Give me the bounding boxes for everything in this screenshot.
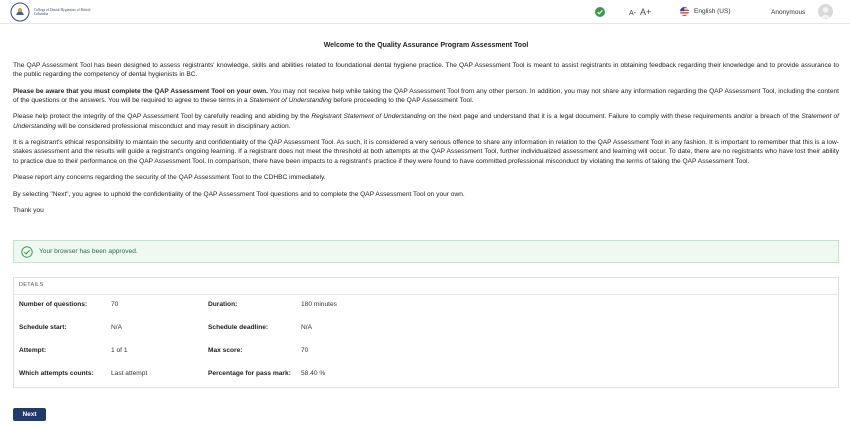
user-avatar-icon [818,4,833,19]
next-button[interactable]: Next [13,408,46,421]
own-work-paragraph [13,87,839,106]
details-label: Schedule deadline: [208,324,269,331]
details-value: N/A [111,324,122,331]
own-work-notice: Please be aware that you must complete the QAP Assessment Tool on your own. [13,87,268,95]
own-work-text-end: before proceeding to the QAP Assessment Tool. [331,97,474,105]
details-label: Duration: [208,301,238,308]
check-circle-icon [595,7,605,17]
details-value: 70 [301,347,309,354]
font-decrease-button[interactable]: A- [629,10,636,17]
statement-of-understanding-ref: Statement of Understanding [249,97,332,105]
statement-ref-2: Statement of Understanding [13,113,840,130]
agreement-paragraph: By selecting "Next", you agree to uphold the confidentiality of the QAP Assessment Tool questions and to complete the QAP Assessment Tool on your own. [13,190,465,198]
details-heading: DETAILS [14,278,838,295]
intro-paragraph: The QAP Assessment Tool has been designed to assess registrants' knowledge, skills and abilities related to foundational dental hygiene practice. The QAP Assessment Tool is meant to assist registrants in obtaining feedback regarding their knowledge and to provide assurance to the public regarding the competency of dental hygienists in BC. [13,61,839,79]
ethics-paragraph: It is a registrant's ethical responsibility to maintain the security and confidentiality of the QAP Assessment Tool. As such, it is considered a very serious offence to share any information in relation to the QAP Assessment Tool in any fashion. It is important to remember that this is a low-stakes assessment and the results will guide a registrant's ongoing learning. If a registrant does not meet the threshold at both attempts at the QAP Assessment Tool, further individualized assessment and learning will occur. To date, there are no registrants who have lost their ability to practice due to their performance on the QAP Assessment Tool. In comparison, there have been impacts to a registrant's practice if they were found to have committed professional misconduct by violating the terms of taking the QAP Assessment Tool. [13,139,839,165]
browser-approved-alert [13,240,839,263]
details-panel [13,277,839,388]
details-value: 1 of 1 [111,347,128,354]
alert-text: Your browser has been approved. [39,247,138,255]
integrity-text-end: will be considered professional misconduct and may result in disciplinary action. [55,122,291,130]
details-row [14,323,838,341]
integrity-text-mid: on the next page and understand that it is a legal document. Failure to comply with these requirements and/or a breach of the [426,113,802,121]
details-label: Schedule start: [19,324,67,331]
user-name[interactable]: Anonymous [771,9,806,16]
registrant-statement-ref: Registrant Statement of Understanding [311,113,427,121]
integrity-paragraph [13,112,839,131]
details-value: N/A [301,324,312,331]
logo-text: College of Dental Hygienists of British Columbia [34,7,91,16]
top-header [0,0,850,24]
details-value: 180 minutes [301,301,337,308]
check-circle-icon [21,246,33,258]
college-logo[interactable] [10,2,98,22]
details-value: 58.40 % [301,370,326,377]
details-label: Attempt: [19,347,47,354]
integrity-text: Please help protect the integrity of the QAP Assessment Tool by carefully reading and abiding by the [13,113,312,121]
font-size-control [629,6,651,19]
college-seal-icon [10,2,30,22]
language-label: English (US) [694,8,731,15]
avatar[interactable] [818,4,833,19]
details-row [14,369,838,387]
details-value: 70 [111,301,119,308]
details-row [14,346,838,364]
details-value: Last attempt [111,370,148,377]
details-row [14,300,838,318]
language-selector[interactable] [680,7,730,16]
details-label: Max score: [208,347,243,354]
own-work-text: You may not receive help while taking the QAP Assessment Tool from any other person. In addition, you may not share any information regarding the QAP Assessment Tool, including the content of the questions or the answers. You will be required to agree to these terms in a [13,87,839,105]
intro-content [13,41,839,222]
report-paragraph: Please report any concerns regarding the security of the QAP Assessment Tool to the CDHBC immediately. [13,174,326,182]
details-label: Which attempts counts: [19,370,94,377]
details-label: Percentage for pass mark: [208,370,291,377]
details-label: Number of questions: [19,301,88,308]
font-increase-button[interactable]: A+ [640,7,652,17]
page-title: Welcome to the Quality Assurance Program Assessment Tool [323,42,529,49]
thank-you-text: Thank you [13,206,44,214]
us-flag-icon [680,7,689,16]
